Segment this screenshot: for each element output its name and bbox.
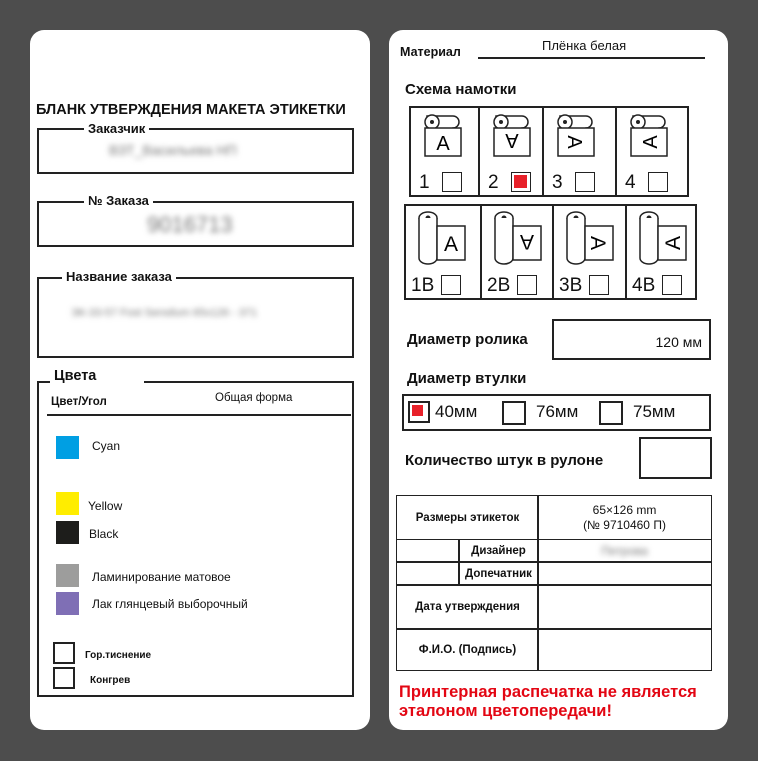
color-swatch-black [56, 521, 79, 544]
signature-value-cell[interactable] [537, 628, 712, 671]
approval-form-left-panel [30, 30, 370, 730]
sizes-value-cell [537, 495, 712, 540]
winding-option-2B[interactable] [480, 204, 554, 300]
svg-text:A: A [436, 133, 450, 155]
color-swatch-cyan [56, 436, 79, 459]
material-value: Плёнка белая [542, 38, 627, 53]
roll-icon [635, 210, 691, 273]
winding-checkbox-1[interactable] [442, 172, 462, 192]
embossing-label: Конгрев [90, 675, 131, 686]
designer-value: Петрова [601, 544, 648, 558]
winding-checkbox-1B[interactable] [441, 275, 461, 295]
roll-diameter-value: 120 мм [655, 334, 702, 350]
designer-blank-cell [396, 539, 460, 563]
embossing-checkbox[interactable] [53, 667, 75, 689]
core-diameter-label: Диаметр втулки [407, 370, 527, 387]
designer-value-cell[interactable] [537, 539, 712, 563]
date-label-cell: Дата утверждения [396, 584, 539, 630]
sizes-label-cell: Размеры этикеток [396, 495, 539, 540]
order-number-label: № Заказа [84, 193, 153, 208]
color-name-yellow: Yellow [88, 499, 123, 513]
winding-checkbox-2B[interactable] [517, 275, 537, 295]
svg-text:A: A [640, 135, 662, 149]
svg-text:A: A [586, 235, 609, 251]
core-40mm-checkbox[interactable] [408, 401, 430, 423]
colors-header-divider [47, 414, 351, 416]
winding-checkbox-3[interactable] [575, 172, 595, 192]
quantity-field[interactable] [639, 437, 712, 479]
winding-checkbox-4[interactable] [648, 172, 668, 192]
prepress-label-cell: Допечатник [458, 561, 539, 586]
winding-number: 2 [488, 172, 499, 193]
winding-option-4B[interactable] [625, 204, 697, 300]
sizes-value-line2: (№ 9710460 П) [583, 517, 666, 532]
svg-text:A: A [443, 233, 459, 256]
winding-number: 1 [419, 172, 430, 193]
color-warning-line1: Принтерная распечатка не является [399, 683, 697, 701]
winding-option-1[interactable] [409, 106, 480, 197]
color-swatch-matte-lamination [56, 564, 79, 587]
winding-number: 1B [411, 275, 435, 296]
colors-column-color: Цвет/Угол [51, 396, 107, 408]
winding-checkbox-4B[interactable] [662, 275, 682, 295]
winding-number: 3 [552, 172, 563, 193]
core-75mm-label: 75мм [633, 402, 676, 421]
color-name-gloss-varnish: Лак глянцевый выборочный [92, 597, 248, 611]
core-40mm-label: 40мм [435, 402, 478, 421]
svg-text:A: A [519, 230, 535, 253]
quantity-label: Количество штук в рулоне [405, 452, 604, 469]
winding-label: Схема намотки [405, 81, 517, 98]
winding-number: 3B [559, 275, 583, 296]
date-value-cell[interactable] [537, 584, 712, 630]
svg-text:A: A [505, 129, 519, 151]
core-76mm-checkbox[interactable] [502, 401, 526, 425]
roll-icon [421, 112, 469, 163]
designer-label-cell: Дизайнер [458, 539, 539, 563]
prepress-blank-cell [396, 561, 460, 586]
colors-label: Цвета [50, 368, 144, 384]
material-underline [478, 57, 705, 59]
hot-foil-checkbox[interactable] [53, 642, 75, 664]
colors-column-form: Общая форма [215, 392, 293, 404]
winding-option-3B[interactable] [552, 204, 627, 300]
color-warning-line2: эталоном цветопередачи! [399, 702, 612, 720]
roll-icon [562, 210, 618, 273]
signature-label-cell: Ф.И.О. (Подпись) [396, 628, 539, 671]
svg-text:A: A [662, 235, 685, 251]
roll-icon [414, 210, 470, 273]
core-75mm-checkbox[interactable] [599, 401, 623, 425]
winding-option-4[interactable] [615, 106, 689, 197]
color-name-matte-lamination: Ламинирование матовое [92, 570, 231, 584]
winding-checkbox-3B[interactable] [589, 275, 609, 295]
hot-foil-label: Гор.тиснение [85, 650, 152, 661]
prepress-value-cell[interactable] [537, 561, 712, 586]
material-label: Материал [400, 45, 461, 59]
roll-icon [554, 112, 602, 163]
winding-number: 4 [625, 172, 636, 193]
roll-icon [490, 210, 546, 273]
winding-number: 2B [487, 275, 511, 296]
winding-option-3[interactable] [542, 106, 617, 197]
roll-icon [490, 112, 538, 163]
customer-label: Заказчик [84, 121, 149, 136]
order-number-value: 9016713 [147, 212, 233, 237]
roll-icon [627, 112, 675, 163]
winding-option-1B[interactable] [404, 204, 482, 300]
color-name-black: Black [89, 527, 119, 541]
order-name-field[interactable] [37, 277, 354, 358]
colors-section [37, 381, 354, 697]
color-swatch-gloss-varnish [56, 592, 79, 615]
roll-diameter-label: Диаметр ролика [407, 331, 528, 348]
order-name-value: ЭК-33-57 Fost Sensilum 65х126 - 371 [71, 307, 258, 319]
svg-text:A: A [563, 135, 585, 149]
core-diameter-options [402, 394, 711, 431]
core-76mm-label: 76мм [536, 402, 579, 421]
winding-checkbox-2[interactable] [511, 172, 531, 192]
winding-number: 4B [632, 275, 656, 296]
form-title: БЛАНК УТВЕРЖДЕНИЯ МАКЕТА ЭТИКЕТКИ [36, 102, 346, 118]
color-swatch-yellow [56, 492, 79, 515]
order-name-label: Название заказа [62, 269, 176, 284]
approval-form-right-panel [389, 30, 728, 730]
sizes-value-line1: 65×126 mm [592, 502, 657, 517]
customer-value: ВЗТ_Васильева НП [109, 142, 237, 158]
roll-diameter-field[interactable] [552, 319, 711, 360]
color-name-cyan: Cyan [92, 439, 121, 453]
winding-option-2[interactable] [478, 106, 544, 197]
